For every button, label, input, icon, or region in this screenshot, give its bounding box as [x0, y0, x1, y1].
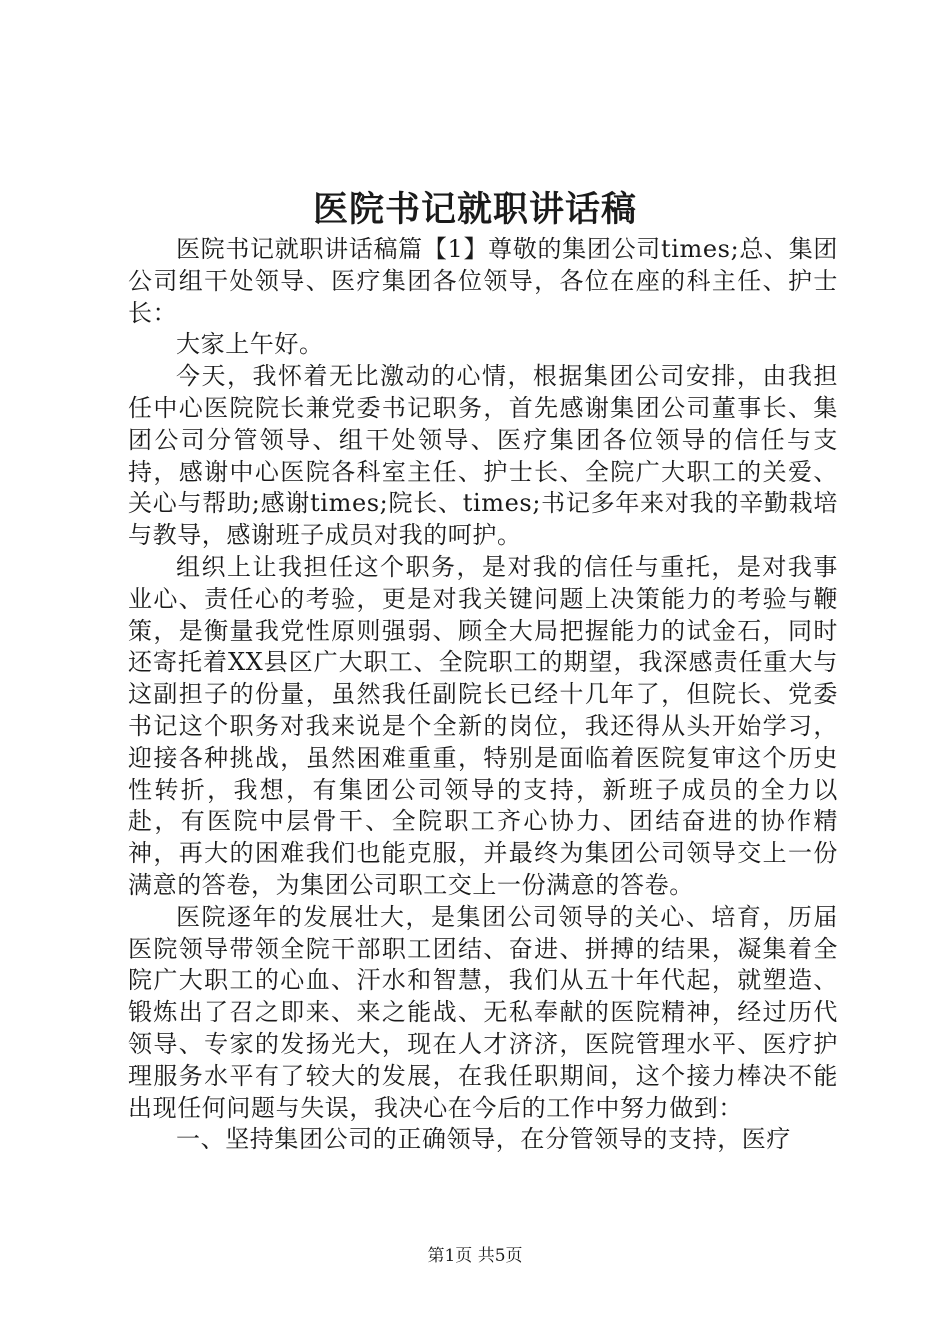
paragraph-development: 医院逐年的发展壮大，是集团公司领导的关心、培育，历届医院领导带领全院干部职工团结、奋进、拼搏的结果，凝集着全院广大职工的心血、汗水和智慧，我们从五十年代起，就塑造、锻炼出了召之即来、来之能战、无私奉献的医院精神，经过历代领导、专家的发扬光大，现在人才济济，医院管理水平、医疗护理服务水平有了较大的发展，在我任职期间，这个接力棒决不能出现任何问题与失误，我决心在今后的工作中努力做到： [128, 902, 838, 1122]
paragraph-greeting: 医院书记就职讲话稿篇【1】尊敬的集团公司times;总、集团公司组干处领导、医疗集团各位领导，各位在座的科主任、护士长： [128, 235, 838, 327]
document-body [128, 234, 838, 1156]
page-footer: 第1页 共5页 [427, 1246, 523, 1266]
paragraph-thanks: 今天，我怀着无比激动的心情，根据集团公司安排，由我担任中心医院院长兼党委书记职务，首先感谢集团公司董事长、集团公司分管领导、组干处领导、医疗集团各位领导的信任与支持，感谢中心医院各科室主任、护士长、全院广大职工的关爱、关心与帮助;感谢times;院长、times;书记多年来对我的辛勤栽培与教导，感谢班子成员对我的呵护。 [128, 362, 838, 550]
paragraph-point-one: 一、坚持集团公司的正确领导，在分管领导的支持，医疗 [176, 1125, 791, 1154]
paragraph-responsibility: 组织上让我担任这个职务，是对我的信任与重托，是对我事业心、责任心的考验，更是对我关键问题上决策能力的考验与鞭策，是衡量我党性原则强弱、顾全大局把握能力的试金石，同时还寄托着XX县区广大职工、全院职工的期望，我深感责任重大与这副担子的份量，虽然我任副院长已经十几年了，但院长、党委书记这个职务对我来说是个全新的岗位，我还得从头开始学习，迎接各种挑战，虽然困难重重，特别是面临着医院复审这个历史性转折，我想，有集团公司领导的支持，新班子成员的全力以赴，有医院中层骨干、全院职工齐心协力、团结奋进的协作精神，再大的困难我们也能克服，并最终为集团公司领导交上一份满意的答卷，为集团公司职工交上一份满意的答卷。 [128, 552, 838, 899]
paragraph-salutation: 大家上午好。 [176, 330, 324, 359]
document-title: 医院书记就职讲话稿 [312, 189, 637, 230]
